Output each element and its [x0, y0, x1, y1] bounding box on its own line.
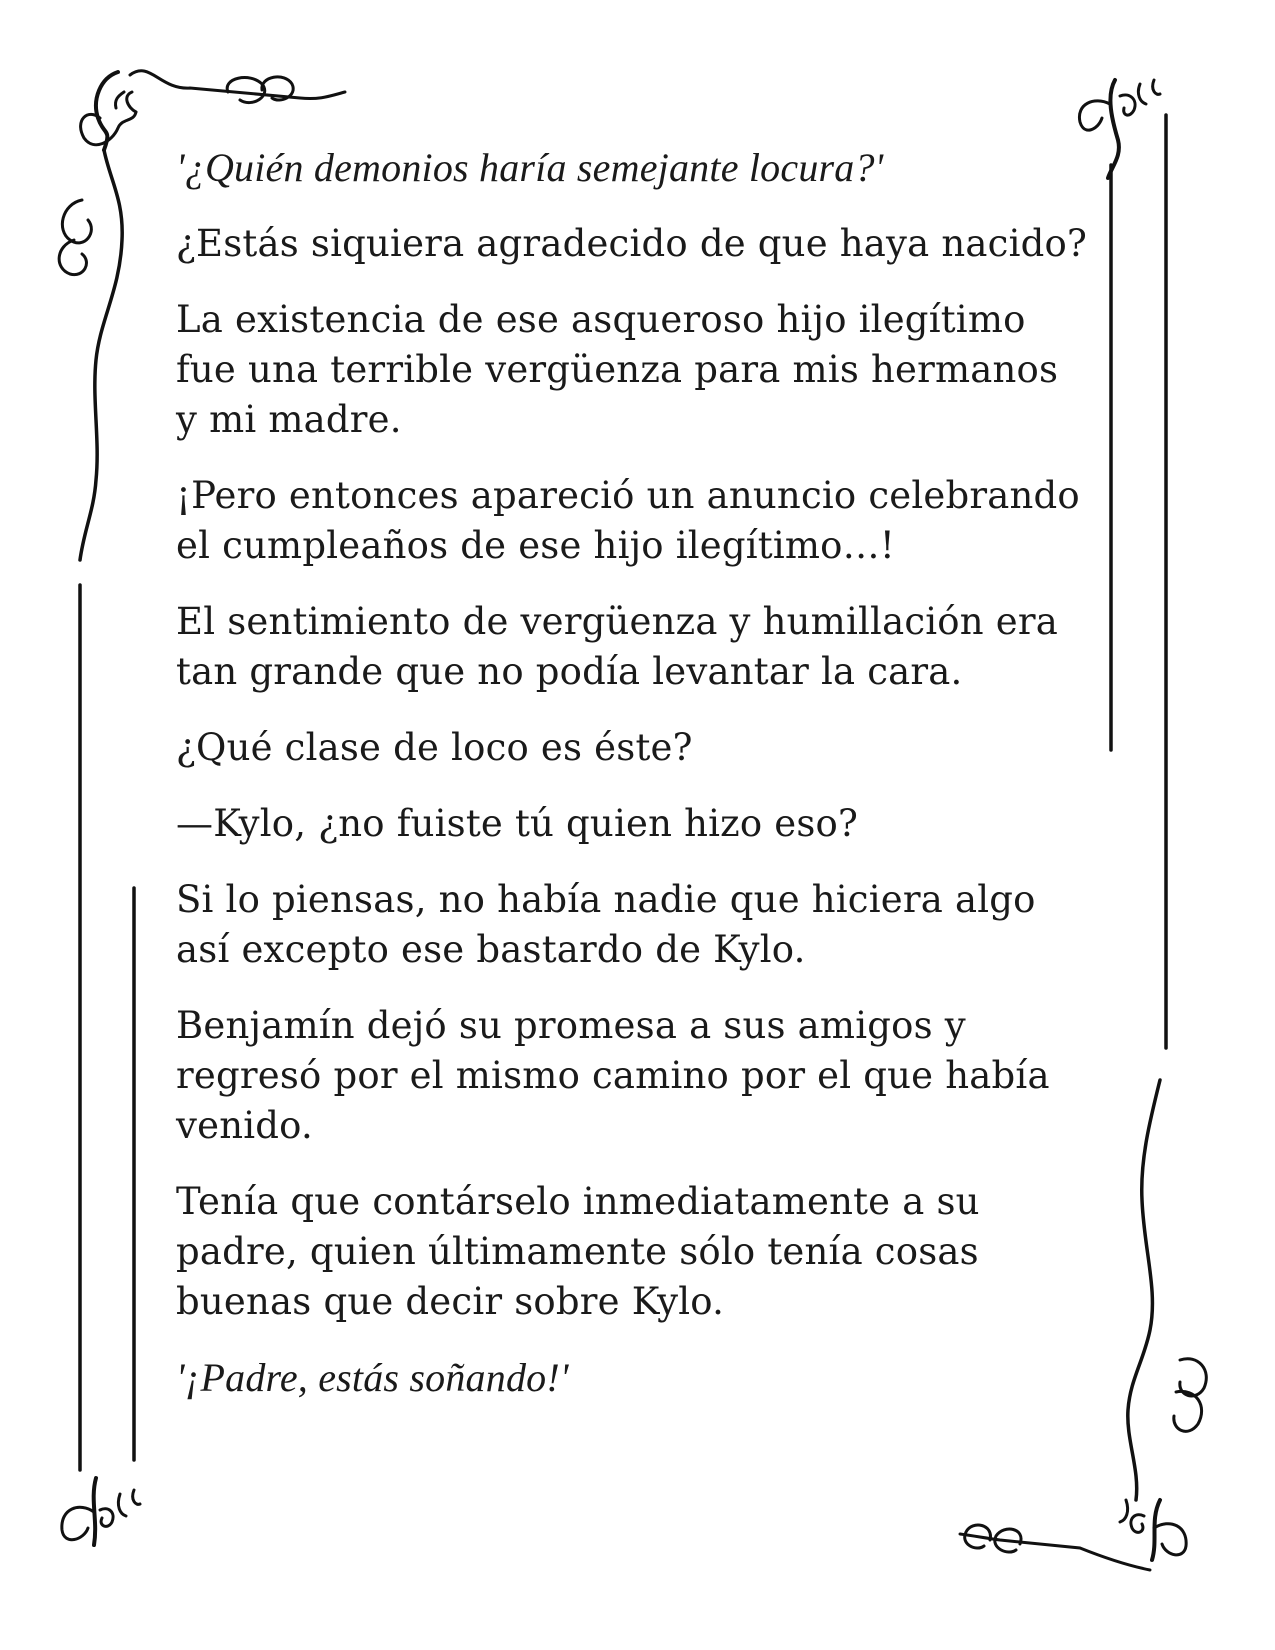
- paragraph-4: ¡Pero entonces apareció un anuncio celebrando el cumpleaños de ese hijo ilegítimo…!: [176, 474, 1080, 567]
- bottom-left-flourish: [62, 1478, 140, 1545]
- paragraph-6: ¿Qué clase de loco es éste?: [176, 726, 693, 769]
- paragraph-2: ¿Estás siquiera agradecido de que haya nacido?: [176, 222, 1088, 265]
- paragraph-3: La existencia de ese asqueroso hijo ilegítimo fue una terrible vergüenza para mis hermanos y mi madre.: [176, 298, 1059, 441]
- paragraph-1-italic-thought: '¿Quién demonios haría semejante locura?': [176, 145, 884, 190]
- paragraph-5: El sentimiento de vergüenza y humillación era tan grande que no podía levantar la cara.: [176, 600, 1058, 693]
- paragraph-8: Si lo piensas, no había nadie que hiciera algo así excepto ese bastardo de Kylo.: [176, 878, 1036, 971]
- paragraph-7-dialogue: —Kylo, ¿no fuiste tú quien hizo eso?: [176, 802, 859, 845]
- chapter-text: [176, 143, 1096, 1429]
- paragraph-10: Tenía que contárselo inmediatamente a su padre, quien últimamente sólo tenía cosas buenas que decir sobre Kylo.: [176, 1180, 980, 1323]
- paragraph-9: Benjamín dejó su promesa a sus amigos y regresó por el mismo camino por el que había venido.: [176, 1004, 1050, 1147]
- paragraph-11-italic-thought: '¡Padre, estás soñando!': [176, 1355, 569, 1400]
